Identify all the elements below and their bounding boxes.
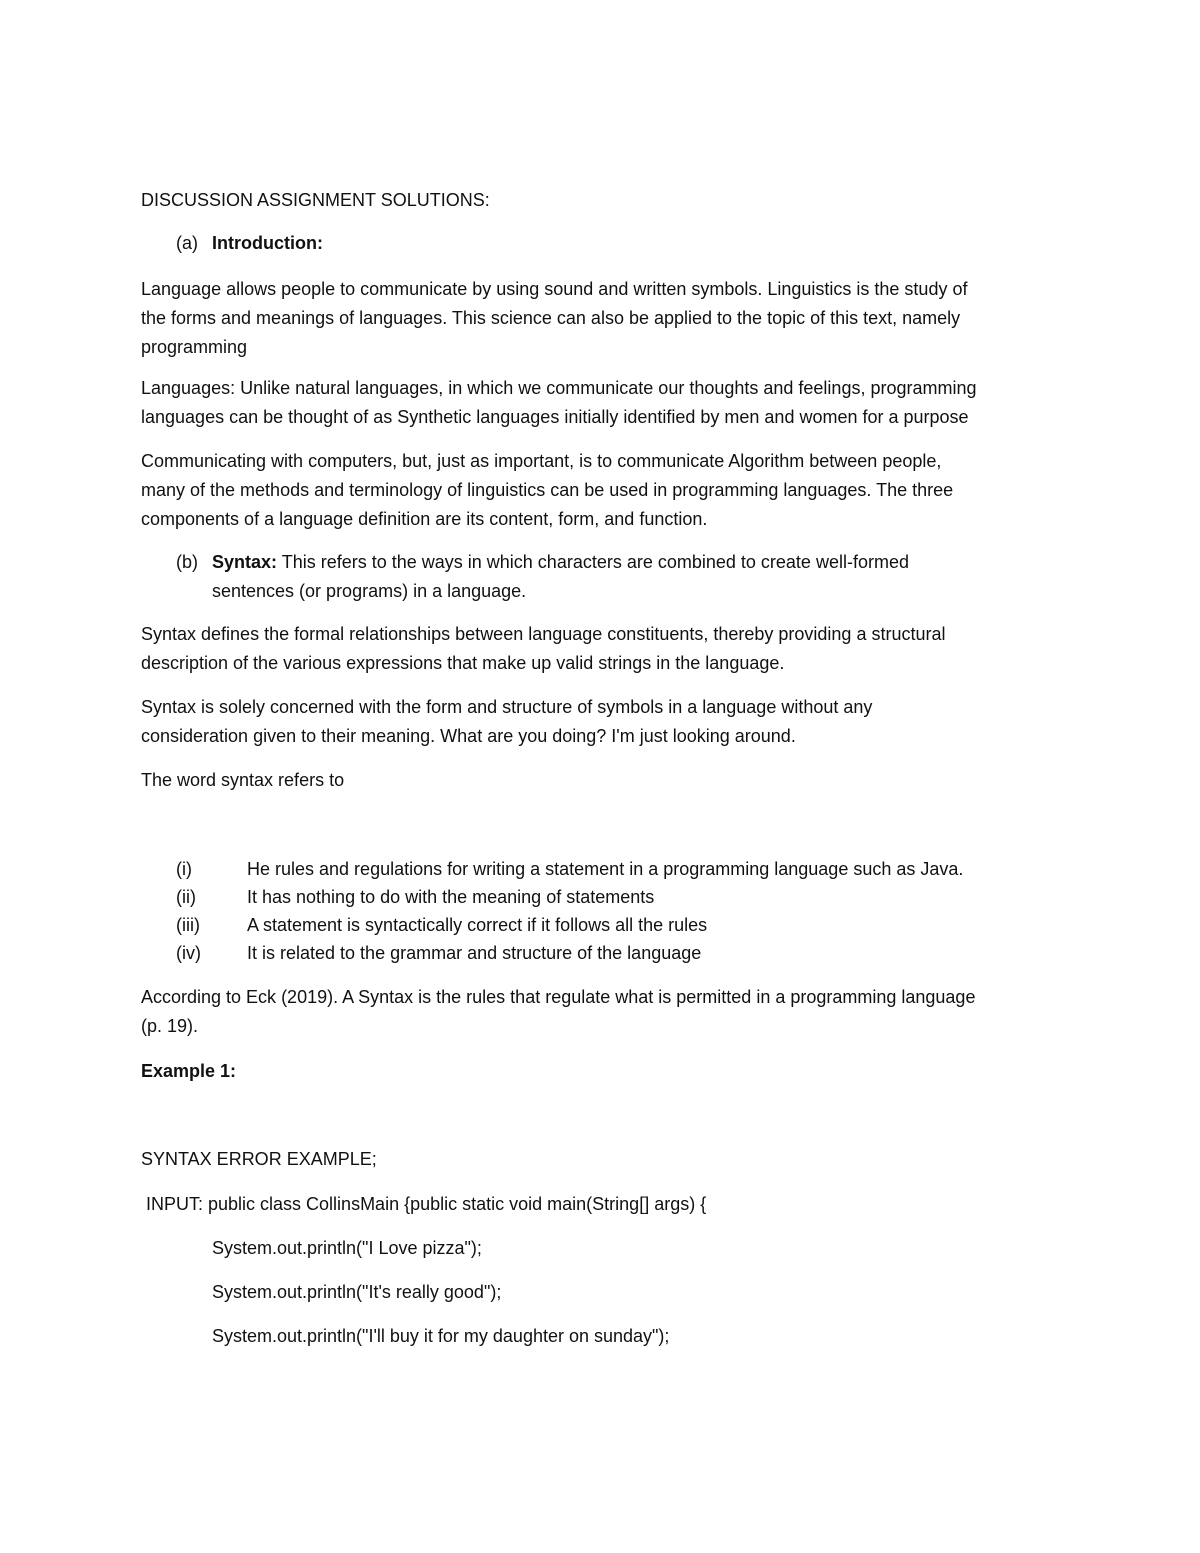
paragraph-line: Communicating with computers, but, just as important, is to communicate Algorithm between people, <box>141 451 942 471</box>
paragraph-line: Languages: Unlike natural languages, in which we communicate our thoughts and feelings, programming <box>141 378 977 398</box>
section-b-line-1 <box>212 548 909 577</box>
paragraph-line: programming <box>141 337 248 357</box>
list-item-marker: (iv) <box>176 943 201 963</box>
section-a-marker: (a) <box>176 233 198 253</box>
section-b-marker: (b) <box>176 552 198 572</box>
list-item-marker: (i) <box>176 859 192 879</box>
list-item-marker: (iii) <box>176 915 200 935</box>
paragraph-line: consideration given to their meaning. What are you doing? I'm just looking around. <box>141 726 796 746</box>
intro-paragraph-3 <box>141 447 1061 534</box>
paragraph-line: Syntax defines the formal relationships between language constituents, thereby providing a structural <box>141 624 946 644</box>
intro-paragraph-2 <box>141 374 1061 432</box>
syntax-paragraph-1 <box>141 620 1061 678</box>
list-item-text: It is related to the grammar and structure of the language <box>247 943 702 963</box>
section-b-line-2: sentences (or programs) in a language. <box>212 581 527 601</box>
paragraph-line: description of the various expressions that make up valid strings in the language. <box>141 653 785 673</box>
list-item-text: A statement is syntactically correct if it follows all the rules <box>247 915 708 935</box>
list-item-text: He rules and regulations for writing a statement in a programming language such as Java. <box>247 859 964 879</box>
paragraph-line: The word syntax refers to <box>141 770 345 790</box>
document-heading: DISCUSSION ASSIGNMENT SOLUTIONS: <box>141 190 490 210</box>
list-item-marker: (ii) <box>176 887 196 907</box>
section-b-text: This refers to the ways in which characters are combined to create well-formed <box>277 552 909 572</box>
intro-paragraph-1 <box>141 275 1061 362</box>
paragraph-line: components of a language definition are its content, form, and function. <box>141 509 708 529</box>
code-line: System.out.println("I'll buy it for my daughter on sunday"); <box>212 1326 670 1346</box>
example-heading: Example 1: <box>141 1061 237 1081</box>
code-line: System.out.println("I Love pizza"); <box>212 1238 482 1258</box>
citation-paragraph <box>141 983 1061 1041</box>
input-line: INPUT: public class CollinsMain {public static void main(String[] args) { <box>146 1194 707 1214</box>
list-item-text: It has nothing to do with the meaning of statements <box>247 887 655 907</box>
paragraph-line: Language allows people to communicate by using sound and written symbols. Linguistics is the study of <box>141 279 968 299</box>
syntax-paragraph-3 <box>141 766 1061 795</box>
syntax-paragraph-2 <box>141 693 1061 751</box>
section-a-title: Introduction: <box>212 233 323 253</box>
paragraph-line: many of the methods and terminology of linguistics can be used in programming languages. The three <box>141 480 954 500</box>
section-b-title: Syntax: <box>212 552 278 572</box>
code-line: System.out.println("It's really good"); <box>212 1282 502 1302</box>
paragraph-line: (p. 19). <box>141 1016 199 1036</box>
paragraph-line: the forms and meanings of languages. This science can also be applied to the topic of this text, namely <box>141 308 961 328</box>
paragraph-line: languages can be thought of as Synthetic languages initially identified by men and women for a purpose <box>141 407 969 427</box>
paragraph-line: According to Eck (2019). A Syntax is the rules that regulate what is permitted in a programming language <box>141 987 976 1007</box>
paragraph-line: Syntax is solely concerned with the form and structure of symbols in a language without any <box>141 697 873 717</box>
error-heading: SYNTAX ERROR EXAMPLE; <box>141 1149 377 1169</box>
